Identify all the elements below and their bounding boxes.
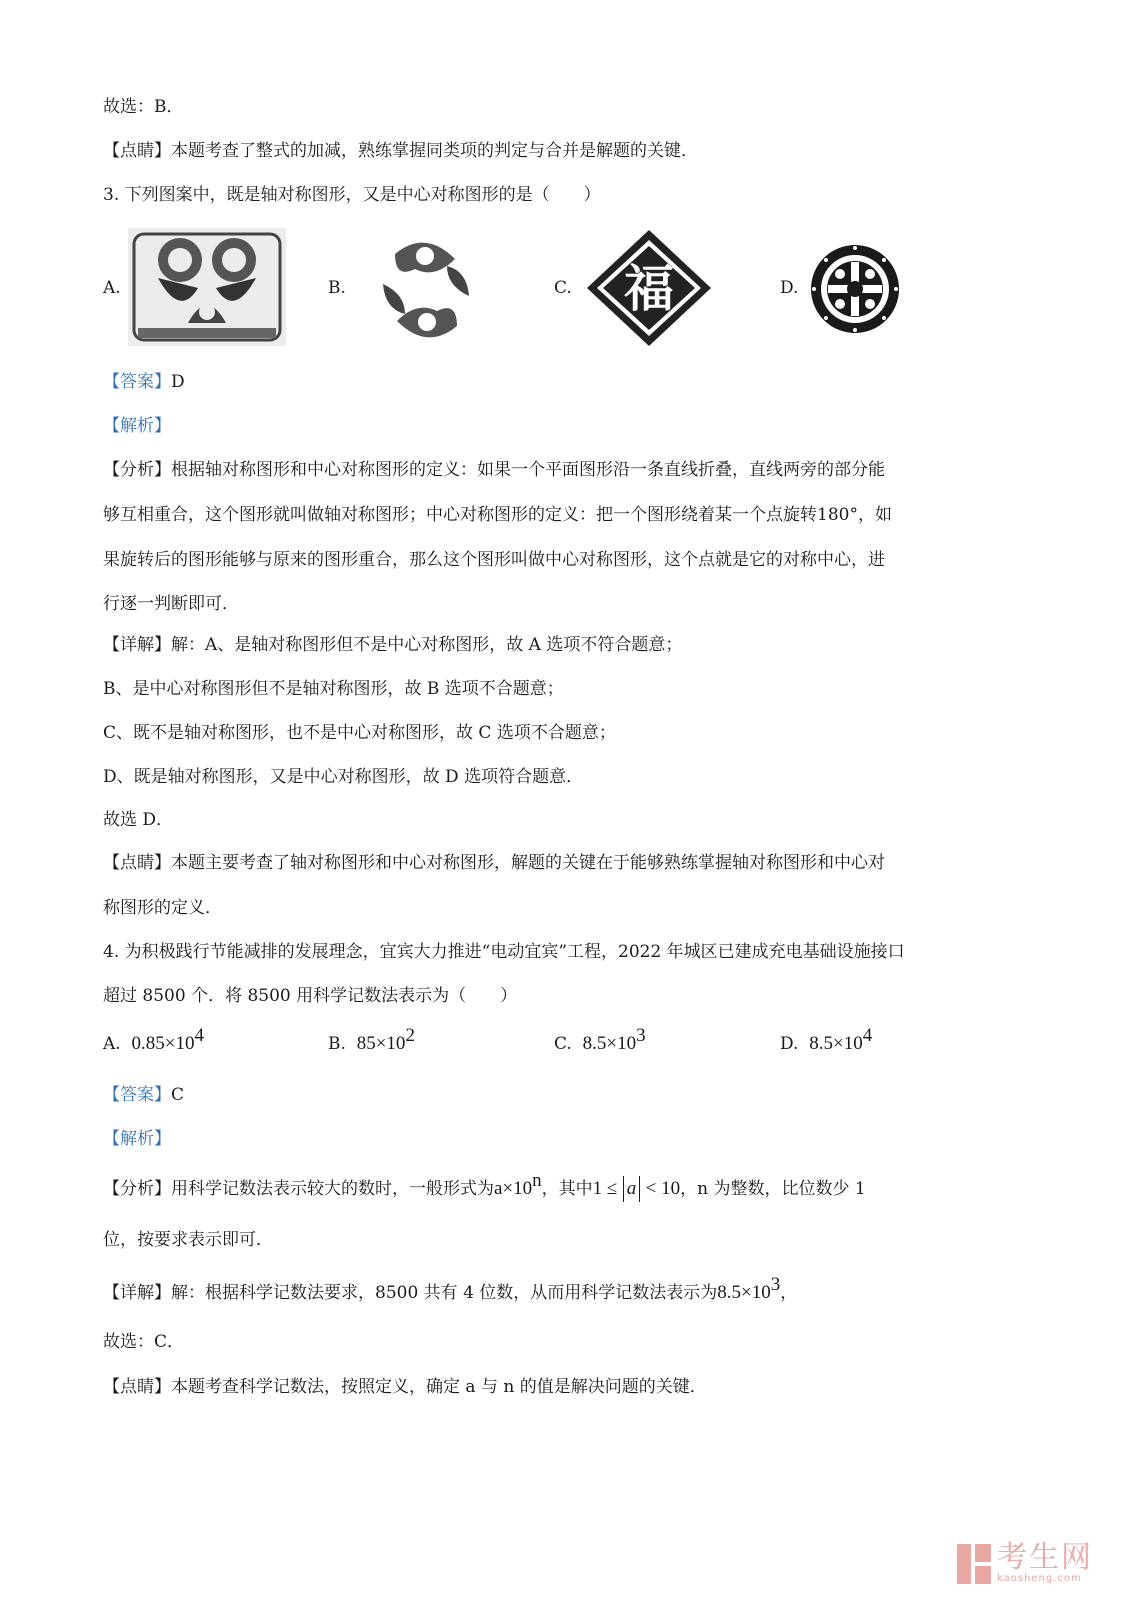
guxuan-3: 故选 D． xyxy=(103,810,174,830)
q4-option-b: B. $85\times 10^2$ xyxy=(328,1025,415,1054)
dianjing-3-line1: 【点睛】本题主要考查了轴对称图形和中心对称图形，解题的关键在于能够熟练掌握轴对称图形和中心对 xyxy=(103,853,885,873)
xiangjie-3-line3: C、既不是轴对称图形，也不是中心对称图形，故 C 选项不合题意； xyxy=(103,723,616,743)
q4-option-d: D. $8.5\times 10^4$ xyxy=(780,1025,873,1054)
jiexi-3: 【解析】 xyxy=(103,416,171,436)
xiangjie-3-line4: D、既是轴对称图形，又是中心对称图形，故 D 选项符合题意． xyxy=(103,767,584,787)
butterfly-papercut-image xyxy=(375,234,477,346)
q4-option-c: C. $8.5\times 10^3$ xyxy=(554,1025,646,1054)
xiangjie-3-line1: 【详解】解：A、是轴对称图形但不是中心对称图形，故 A 选项不符合题意； xyxy=(103,635,683,655)
fenxi-3-line2: 够互相重合，这个图形就叫做轴对称图形；中心对称图形的定义：把一个图形绕着某一个点旋转180°，如 xyxy=(103,505,892,525)
fu-character-papercut-image xyxy=(585,228,713,348)
circular-papercut-image xyxy=(810,244,900,334)
dianjing-3-line2: 称图形的定义． xyxy=(103,898,222,918)
fu-character: 福 xyxy=(624,259,674,318)
q3-options xyxy=(103,228,1023,352)
fenxi-3-line1: 【分析】根据轴对称图形和中心对称图形的定义：如果一个平面图形沿一条直线折叠，直线两旁的部分能 xyxy=(103,460,885,480)
dianjing-4: 【点睛】本题考查科学记数法，按照定义，确定 a 与 n 的值是解决问题的关键． xyxy=(103,1377,707,1397)
option-c-label: C. xyxy=(554,278,572,298)
dianjing-paragraph: 【点睛】本题考查了整式的加减，熟练掌握同类项的判定与合并是解题的关键． xyxy=(103,141,698,161)
q4-options xyxy=(103,1025,1023,1060)
watermark-cn: 考生网 xyxy=(997,1540,1093,1575)
kaosheng-logo-icon xyxy=(957,1544,991,1584)
watermark-en: kaosheng.com xyxy=(997,1573,1082,1584)
xiangjie-3-line2: B、是中心对称图形但不是轴对称图形，故 B 选项不合题意； xyxy=(103,679,564,699)
answer-3: 【答案】D xyxy=(103,372,185,392)
answer-4: 【答案】C xyxy=(103,1085,185,1105)
section-tag: 【点睛】 xyxy=(103,141,171,161)
jiexi-4: 【解析】 xyxy=(103,1129,171,1149)
question-4-line2: 超过 8500 个．将 8500 用科学记数法表示为（ ） xyxy=(103,986,518,1006)
option-b-label: B. xyxy=(328,278,346,298)
fish-papercut-image xyxy=(128,228,286,346)
watermark-logo xyxy=(957,1540,1093,1584)
question-4-line1: 4. 为积极践行节能减排的发展理念，宜宾大力推进“电动宜宾”工程，2022 年城区已建成充电基础设施接口 xyxy=(103,942,905,962)
fenxi-4-line1: 【分析】用科学记数法表示较大的数时，一般形式为$a\times 10^n$，其中1 ≤ a < 10，n 为整数，比位数少 1 xyxy=(103,1176,866,1202)
option-d-label: D. xyxy=(780,278,799,298)
text-line: 故选：B． xyxy=(103,97,184,117)
guxuan-4: 故选：C． xyxy=(103,1332,185,1352)
option-a-label: A. xyxy=(103,278,121,298)
question-3: 3. 下列图案中，既是轴对称图形，又是中心对称图形的是（ ） xyxy=(103,185,601,205)
fenxi-3-line3: 果旋转后的图形能够与原来的图形重合，那么这个图形叫做中心对称图形，这个点就是它的对称中心，进 xyxy=(103,550,885,570)
xiangjie-4: 【详解】解：根据科学记数法要求，8500 共有 4 位数，从而用科学记数法表示为$8.5\times 10^3$， xyxy=(103,1274,798,1303)
fenxi-4-line2: 位，按要求表示即可． xyxy=(103,1230,273,1250)
q4-option-a: A. $0.85\times 10^4$ xyxy=(103,1025,204,1054)
fenxi-3-line4: 行逐一判断即可． xyxy=(103,594,239,614)
